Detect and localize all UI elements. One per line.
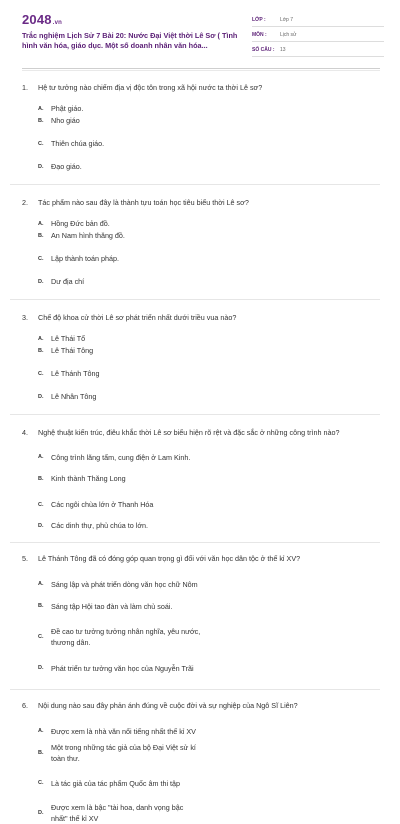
meta-value: Lớp 7 [280,17,294,23]
option-letter: A. [38,454,44,460]
question-6 [22,700,380,824]
logo-number: 2048 [22,12,52,27]
option-b[interactable] [38,468,211,490]
option-b[interactable] [38,742,211,764]
option-letter: A. [38,728,44,734]
option-letter: C. [38,780,44,786]
site-logo[interactable] [22,12,62,27]
option-text: Công trình lăng tẩm, cung điện ở Lam Kinh. [51,452,191,462]
meta-label: MÔN : [252,32,267,38]
question-5 [22,553,380,690]
option-letter: D. [38,394,44,400]
option-text: Nho giáo [51,116,80,125]
option-c[interactable] [38,138,211,150]
option-d[interactable] [38,276,211,288]
option-letter: A. [38,336,44,342]
option-c[interactable] [38,772,211,794]
option-b[interactable] [38,115,211,127]
option-text: Sáng tập Hội tao đàn và làm chủ soái. [51,601,173,611]
question-3 [22,312,380,415]
option-c[interactable] [38,499,211,511]
document-title: Trắc nghiệm Lịch Sử 7 Bài 20: Nước Đại Việt thời Lê Sơ ( Tình hình văn hóa, giáo dục. Một số doanh nhân văn hóa... [22,31,238,50]
option-letter: A. [38,106,44,112]
option-letter: D. [38,665,44,671]
option-text: Lập thành toán pháp. [51,254,119,263]
option-text: Lê Thánh Tông [51,369,100,378]
option-letter: C. [38,634,44,640]
option-text: Dư địa chí [51,277,85,286]
options [38,218,380,288]
question-stem [22,82,380,93]
option-a[interactable] [38,720,211,742]
question-number: 4. [22,428,28,437]
option-letter: A. [38,581,44,587]
option-text: Đạo giáo. [51,162,82,171]
option-c[interactable] [38,253,211,265]
option-d[interactable] [38,161,211,173]
option-text: Kinh thành Thăng Long [51,474,126,483]
meta-row-subject [252,29,384,42]
option-b[interactable] [38,595,211,617]
options [38,333,380,403]
header-divider-secondary [22,70,380,71]
option-text: Lê Thái Tông [51,346,94,355]
logo-suffix: .vn [52,20,63,26]
option-a[interactable] [38,446,211,468]
option-text: Sáng lập và phát triển dòng văn học chữ Nôm [51,579,198,589]
option-letter: C. [38,371,44,377]
question-stem [22,427,380,438]
option-c[interactable] [38,368,211,380]
question-number: 2. [22,198,28,207]
option-d[interactable] [38,802,211,824]
options [38,720,380,824]
question-number: 5. [22,554,28,563]
question-4 [22,427,380,543]
meta-info [252,14,384,59]
option-text: Được xem là bậc "tài hoa, danh vọng bậc nhất" thế kỉ XV [51,803,184,823]
option-letter: B. [38,476,44,482]
meta-value: Lịch sử [280,32,297,38]
options [38,103,380,173]
option-letter: C. [38,256,44,262]
option-letter: D. [38,810,44,816]
option-a[interactable] [38,103,211,115]
question-separator [10,184,380,185]
option-text: An Nam hình thăng đồ. [51,231,125,240]
question-list [22,83,380,824]
option-letter: B. [38,233,44,239]
question-number: 3. [22,313,28,322]
option-a[interactable] [38,218,211,230]
option-b[interactable] [38,230,211,242]
question-stem [22,312,380,323]
question-separator [10,299,380,300]
question-text: Chế độ khoa cử thời Lê sơ phát triển nhất dưới triều vua nào? [38,313,237,322]
header [22,12,384,60]
option-text: Là tác giả của tác phẩm Quốc âm thi tập [51,778,181,788]
option-text: Hồng Đức bản đồ. [51,219,110,228]
question-number: 1. [22,83,28,92]
option-text: Đề cao tư tưởng tưởng nhân nghĩa, yêu nước, thương dân. [51,627,201,647]
option-d[interactable] [38,520,211,532]
meta-label: LỚP : [252,17,266,23]
question-stem [22,700,380,711]
question-separator [10,414,380,415]
question-2 [22,197,380,300]
question-separator [10,542,380,543]
option-letter: D. [38,279,44,285]
option-text: Phật giáo. [51,104,84,113]
meta-row-class [252,14,384,27]
option-text: Các ngôi chùa lớn ở Thanh Hóa [51,500,154,509]
option-letter: C. [38,141,44,147]
option-a[interactable] [38,573,211,595]
question-text: Lê Thánh Tông đã có đóng góp quan trọng gì đối với văn học dân tộc ở thế kỉ XV? [38,554,301,563]
option-letter: A. [38,221,44,227]
meta-label: SỐ CÂU : [252,47,275,53]
option-text: Được xem là nhà văn nổi tiếng nhất thế kỉ XV [51,726,196,736]
meta-row-count [252,44,384,57]
option-text: Lê Thái Tổ [51,334,86,343]
option-letter: B. [38,603,44,609]
options [38,573,380,679]
meta-value: 13 [280,47,286,53]
option-letter: B. [38,118,44,124]
header-divider [22,68,380,69]
option-letter: D. [38,523,44,529]
question-text: Nghệ thuật kiến trúc, điêu khắc thời Lê sơ biểu hiện rõ rệt và đặc sắc ở những công trình nào? [38,428,340,437]
option-text: Phát triển tư tưởng văn học của Nguyễn Trãi [51,663,194,673]
option-b[interactable] [38,345,211,357]
option-letter: B. [38,750,44,756]
option-text: Thiên chúa giáo. [51,139,105,148]
question-text: Hệ tư tưởng nào chiếm địa vị độc tôn trong xã hội nước ta thời Lê sơ? [38,83,263,92]
question-separator [10,689,380,690]
option-c[interactable] [38,626,211,648]
option-text: Các dinh thự, phủ chúa to lớn. [51,521,149,530]
option-letter: D. [38,164,44,170]
question-number: 6. [22,701,28,710]
question-1 [22,82,380,185]
option-letter: C. [38,502,44,508]
question-text: Tác phẩm nào sau đây là thành tựu toán học tiêu biểu thời Lê sơ? [38,198,249,207]
option-text: Lê Nhân Tông [51,392,97,401]
question-text: Nội dung nào sau đây phản ánh đúng về cuộc đời và sự nghiệp của Ngô Sĩ Liên? [38,701,298,710]
option-text: Một trong những tác giả của bộ Đại Việt sử kí toàn thư. [51,743,196,763]
question-stem [22,197,380,208]
options [38,446,380,532]
option-d[interactable] [38,657,211,679]
option-d[interactable] [38,391,211,403]
question-stem [22,553,380,564]
option-letter: B. [38,348,44,354]
option-a[interactable] [38,333,211,345]
